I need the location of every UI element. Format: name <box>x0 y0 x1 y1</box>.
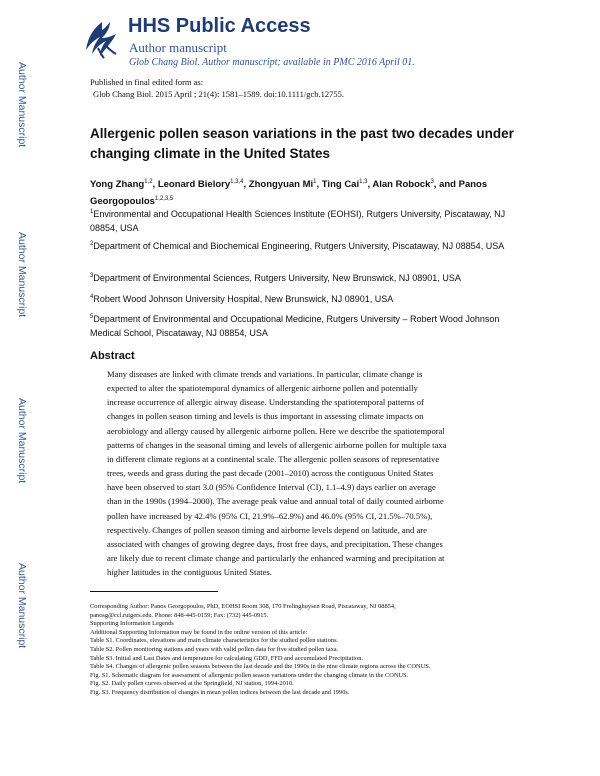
author-separator: , and <box>433 179 459 191</box>
abstract-line: in different climate regions at a continental scale. The allergenic pollen seasons of representative <box>107 453 440 464</box>
author-name: Ting Cai <box>321 179 360 191</box>
author-manuscript-subtitle: Author manuscript <box>129 40 227 55</box>
abstract-line: patterns of changes in the seasonal timing and levels of allergenic airborne pollen for multiple taxa <box>107 439 447 450</box>
author-affiliation-sup: 1,3,4 <box>230 179 244 185</box>
side-label-4: Author Manuscript <box>16 563 28 649</box>
abstract-line: Many diseases are linked with climate trends and variations. In particular, climate change is <box>107 369 423 379</box>
abstract-line: increase occurrence of allergic airway disease. Understanding the spatiotemporal patterns of <box>107 397 424 408</box>
footnote-line: Table S1. Coordinates, elevations and main climate characteristics for the studied pollen stations. <box>90 637 339 645</box>
abstract-body <box>107 367 502 579</box>
author-affiliation-sup: 1,3 <box>359 179 368 185</box>
abstract-line: trees, weeds and grass during the past decade (2001–2010) across the contiguous United States <box>107 468 434 479</box>
author-name: Alan Robock <box>372 179 431 191</box>
abstract-line: pollen have increased by 42.4% (95% CI, 21.9%–62.9%) and 46.0% (95% CI, 21.5%–70.5%), <box>107 510 433 521</box>
side-label-1: Author Manuscript <box>16 62 28 148</box>
affiliation-text: Department of Environmental Sciences, Rutgers University, New Brunswick, NJ 08901, USA <box>93 273 461 283</box>
author-affiliation-sup: 1 <box>313 179 317 185</box>
author-affiliation-sup: 1,2,3,5 <box>154 196 174 203</box>
footnote-line: Additional Supporting Information may be found in the online version of this article: <box>90 628 308 636</box>
abstract-line: changes in pollen season timing and levels is thus important in assessing climate impacts on <box>107 411 424 422</box>
abstract-line: than in the 1990s (1994–2000). The average peak value and annual total of daily counted airborne <box>107 496 444 507</box>
author-name: Panos Georgopoulos <box>90 179 488 208</box>
hhs-public-access-title: HHS Public Access <box>128 15 311 37</box>
affiliation-number: 3 <box>90 273 94 279</box>
affiliation-text: Department of Chemical and Biochemical Engineering, Rutgers University, Piscataway, NJ 08854, USA <box>93 241 505 251</box>
affiliation-text: Department of Environmental and Occupational Medicine, Rutgers University – Robert Wood Johnson Medical School, Piscataway, NJ 08854, USA <box>90 314 500 338</box>
affiliation-text: Environmental and Occupational Health Sciences Institute (EOHSI), Rutgers University, Piscataway, NJ 08854, USA <box>90 209 506 233</box>
footnote-line: panosg@ccl.rutgers.edu. Phone: 848-445-0159; Fax: (732) 445-0915. <box>90 611 269 619</box>
author-separator: , <box>367 179 373 191</box>
footnote-line: Table S4. Changes of allergenic pollen seasons between the last decade and the 1990s in the nine climate regions across the CONUS. <box>90 663 431 671</box>
affiliation-item <box>90 237 520 253</box>
abstract-line: higher latitudes in the contiguous United States. <box>107 567 272 578</box>
affiliation-number: 2 <box>90 241 94 247</box>
side-label-3: Author Manuscript <box>16 398 28 484</box>
footnote-line: Fig. S1. Schematic diagram for assessment of allergenic pollen season variations under the changing climate in the CONUS. <box>90 671 409 679</box>
affiliation-number: 1 <box>90 209 94 215</box>
footnote-line: Corresponding Author: Panos Georgopoulos, PhD, EOHSI Room 308, 170 Frelinghuysen Road, Piscataway, NJ 08854, <box>90 603 396 610</box>
author-separator: , <box>152 179 158 191</box>
abstract-line: associated with changes of growing degree days, frost free days, and precipitation. These changes <box>107 538 443 549</box>
hhs-eagle-logo-icon <box>80 18 120 60</box>
author-affiliation-sup: 3 <box>430 179 434 185</box>
affiliation-number: 4 <box>90 294 94 300</box>
footnote-line: Fig. S3. Frequency distribution of changes in mean pollen indices between the last decade and 1990s. <box>90 688 350 696</box>
footnote-divider <box>90 591 218 592</box>
affiliation-item <box>90 269 520 285</box>
side-label-2: Author Manuscript <box>16 232 28 318</box>
abstract-line: respectively. Changes of pollen season timing and airborne levels depend on latitude, and are <box>107 524 427 535</box>
footnote-line: Table S2. Pollen monitoring stations and years with valid pollen data for five studied pollen taxa. <box>90 645 339 653</box>
abstract-line: have been observed to start 3.0 (95% Confidence Interval (CI), 1.1–4.9) days earlier on average <box>107 482 436 493</box>
footnote-line: Fig. S2. Daily pollen curves observed at the Springfield, NJ station, 1994-2010. <box>90 680 294 688</box>
abstract-line: aerobiology and allergy caused by allergenic airborne pollen. Here we describe the spatiotemporal <box>107 425 445 436</box>
affiliation-number: 5 <box>90 314 94 320</box>
author-name: Leonard Bielory <box>157 179 231 191</box>
footnote-line: Supporting Information Legends <box>90 620 174 628</box>
affiliation-item <box>90 310 520 340</box>
author-separator: , <box>243 179 249 191</box>
citation-line: Glob Chang Biol. 2015 April ; 21(4): 1581–1589. doi:10.1111/gcb.12755. <box>93 89 344 99</box>
author-affiliation-sup: 1,2 <box>144 179 153 185</box>
abstract-heading: Abstract <box>90 350 135 362</box>
footnotes <box>90 603 510 698</box>
journal-availability-line: Glob Chang Biol. Author manuscript; available in PMC 2016 April 01. <box>129 57 415 68</box>
affiliation-item <box>90 290 520 306</box>
footnote-line: Table S3. Initial and Last Dates and temperature for calculating GDD, FFD and accumulated Precipitation. <box>90 654 364 662</box>
author-name: Yong Zhang <box>90 179 145 191</box>
article-title: Allergenic pollen season variations in the past two decades under changing climate in the United States <box>90 126 514 161</box>
author-separator: , <box>316 179 322 191</box>
affiliation-text: Robert Wood Johnson University Hospital, New Brunswick, NJ 08901, USA <box>93 294 394 304</box>
abstract-line: expected to alter the spatiotemporal dynamics of allergenic airborne pollen and potentially <box>107 383 418 394</box>
author-name: Zhongyuan Mi <box>248 179 314 191</box>
published-as-label: Published in final edited form as: <box>90 77 204 87</box>
affiliation-item <box>90 205 520 235</box>
abstract-line: are likely due to recent climate change and particularly the enhanced warming and precipitation at <box>107 553 445 564</box>
